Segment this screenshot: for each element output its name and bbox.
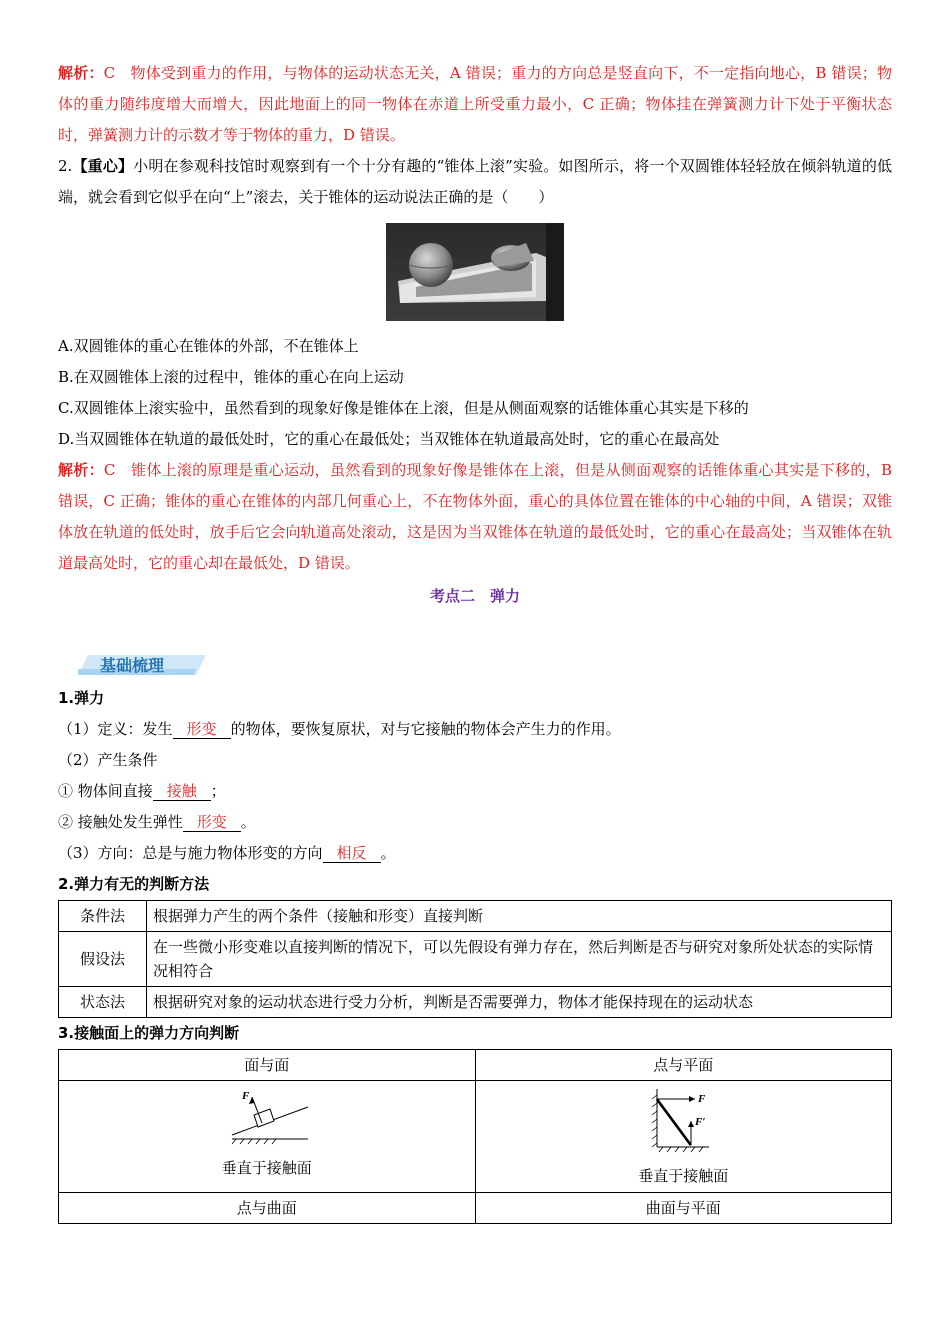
method-name: 状态法 (59, 987, 147, 1018)
method-desc: 根据弹力产生的两个条件（接触和形变）直接判断 (147, 901, 892, 932)
table-row (59, 932, 892, 987)
option-c: C.双圆锥体上滚实验中，虽然看到的现象好像是锥体在上滚，但是从侧面观察的话锥体重心其实是下移的 (58, 399, 749, 417)
basics-badge (78, 651, 206, 677)
table-header-row (59, 1193, 892, 1224)
definition-prefix: （1）定义：发生 (58, 720, 173, 738)
force-label-f-prime: F′ (695, 1116, 706, 1128)
blank-opposite: 相反 (323, 844, 381, 863)
header-surface-surface: 面与面 (59, 1050, 476, 1081)
badge-label: 基础梳理 (100, 656, 165, 675)
analysis-label: 解析： (58, 64, 104, 82)
blank-deformation: 形变 (173, 720, 231, 739)
option-d: D.当双圆锥体在轨道的最低处时，它的重心在最低处；当双锥体在轨道最高处时，它的重心在最高处 (58, 430, 720, 448)
heading-elastic-force: 1.弹力 (58, 689, 105, 707)
methods-table (58, 900, 892, 1018)
direction-suffix: 。 (380, 844, 396, 862)
condition-2-prefix: ② 接触处发生弹性 (58, 813, 183, 831)
method-name: 假设法 (59, 932, 147, 987)
analysis-label: 解析： (58, 461, 104, 479)
question-tag: 【重心】 (72, 157, 134, 175)
question-stem: 小明在参观科技馆时观察到有一个十分有趣的“锥体上滚”实验。如图所示，将一个双圆锥体轻轻放在倾斜轨道的低端，就会看到它似乎在向“上”滚去，关于锥体的运动说法正确的是（ ） (58, 157, 892, 206)
direction-line (58, 838, 892, 869)
force-label-f: F (241, 1090, 250, 1102)
table-row (59, 987, 892, 1018)
method-desc: 在一些微小形变难以直接判断的情况下，可以先假设有弹力存在，然后判断是否与研究对象所处状态的实际情况相符合 (147, 932, 892, 987)
condition-1-prefix: ① 物体间直接 (58, 782, 153, 800)
condition-2 (58, 807, 892, 838)
definition-suffix: 的物体，要恢复原状，对与它接触的物体会产生力的作用。 (230, 720, 621, 738)
condition-1 (58, 776, 892, 807)
question-number: 2. (58, 157, 73, 175)
heading-direction: 3.接触面上的弹力方向判断 (58, 1024, 240, 1042)
q2-stem (58, 151, 892, 213)
document-page (58, 58, 892, 1224)
diagram-cell-right (475, 1081, 892, 1193)
table-header-row (59, 1050, 892, 1081)
header-point-plane: 点与平面 (475, 1050, 892, 1081)
option-a: A.双圆锥体的重心在锥体的外部，不在锥体上 (58, 337, 359, 355)
condition-1-suffix: ； (210, 782, 226, 800)
table-row (59, 901, 892, 932)
analysis-text: C 锥体上滚的原理是重心运动，虽然看到的现象好像是锥体在上滚，但是从侧面观察的话锥体重心其实是下移的，B 错误，C 正确；锥体的重心在锥体的内部几何重心上，不在物体外面，重心的具体位置在锥体的中心轴的中间，A 错误；双锥体放在轨道的低处时，放手后它会向轨道高处滚动，这是因为当双锥体在轨道的最低处时，它的重心在最高处；当双锥体在轨道最高处时，它的重心却在最低处，D 错误。 (58, 461, 892, 572)
q1-analysis (58, 58, 892, 151)
section-title: 考点二 弹力 (429, 587, 520, 605)
blank-contact: 接触 (153, 782, 211, 801)
caption-right: 垂直于接触面 (638, 1167, 729, 1185)
double-cone-photo (386, 223, 564, 321)
definition-line (58, 714, 892, 745)
blank-elastic-deformation: 形变 (183, 813, 241, 832)
force-label-f: F (698, 1093, 706, 1105)
direction-prefix: （3）方向：总是与施力物体形变的方向 (58, 844, 323, 862)
heading-judgement-methods: 2.弹力有无的判断方法 (58, 875, 210, 893)
option-b: B.在双圆锥体上滚的过程中，锥体的重心在向上运动 (58, 368, 404, 386)
method-name: 条件法 (59, 901, 147, 932)
header-point-curve: 点与曲面 (59, 1193, 476, 1224)
block-on-incline-diagram (212, 1085, 322, 1147)
diagram-cell-left (59, 1081, 476, 1193)
direction-table (58, 1049, 892, 1224)
caption-left: 垂直于接触面 (221, 1159, 312, 1177)
condition-2-suffix: 。 (240, 813, 256, 831)
table-row (59, 1081, 892, 1193)
rod-against-wall-diagram (643, 1085, 723, 1155)
condition-title: （2）产生条件 (58, 751, 158, 769)
method-desc: 根据研究对象的运动状态进行受力分析，判断是否需要弹力，物体才能保持现在的运动状态 (147, 987, 892, 1018)
analysis-text: C 物体受到重力的作用，与物体的运动状态无关，A 错误；重力的方向总是竖直向下，不一定指向地心，B 错误；物体的重力随纬度增大而增大，因此地面上的同一物体在赤道上所受重力最小，C 正确；物体挂在弹簧测力计下处于平衡状态时，弹簧测力计的示数才等于物体的重力，D 错误。 (58, 64, 892, 144)
header-curve-plane: 曲面与平面 (475, 1193, 892, 1224)
q2-analysis (58, 455, 892, 579)
